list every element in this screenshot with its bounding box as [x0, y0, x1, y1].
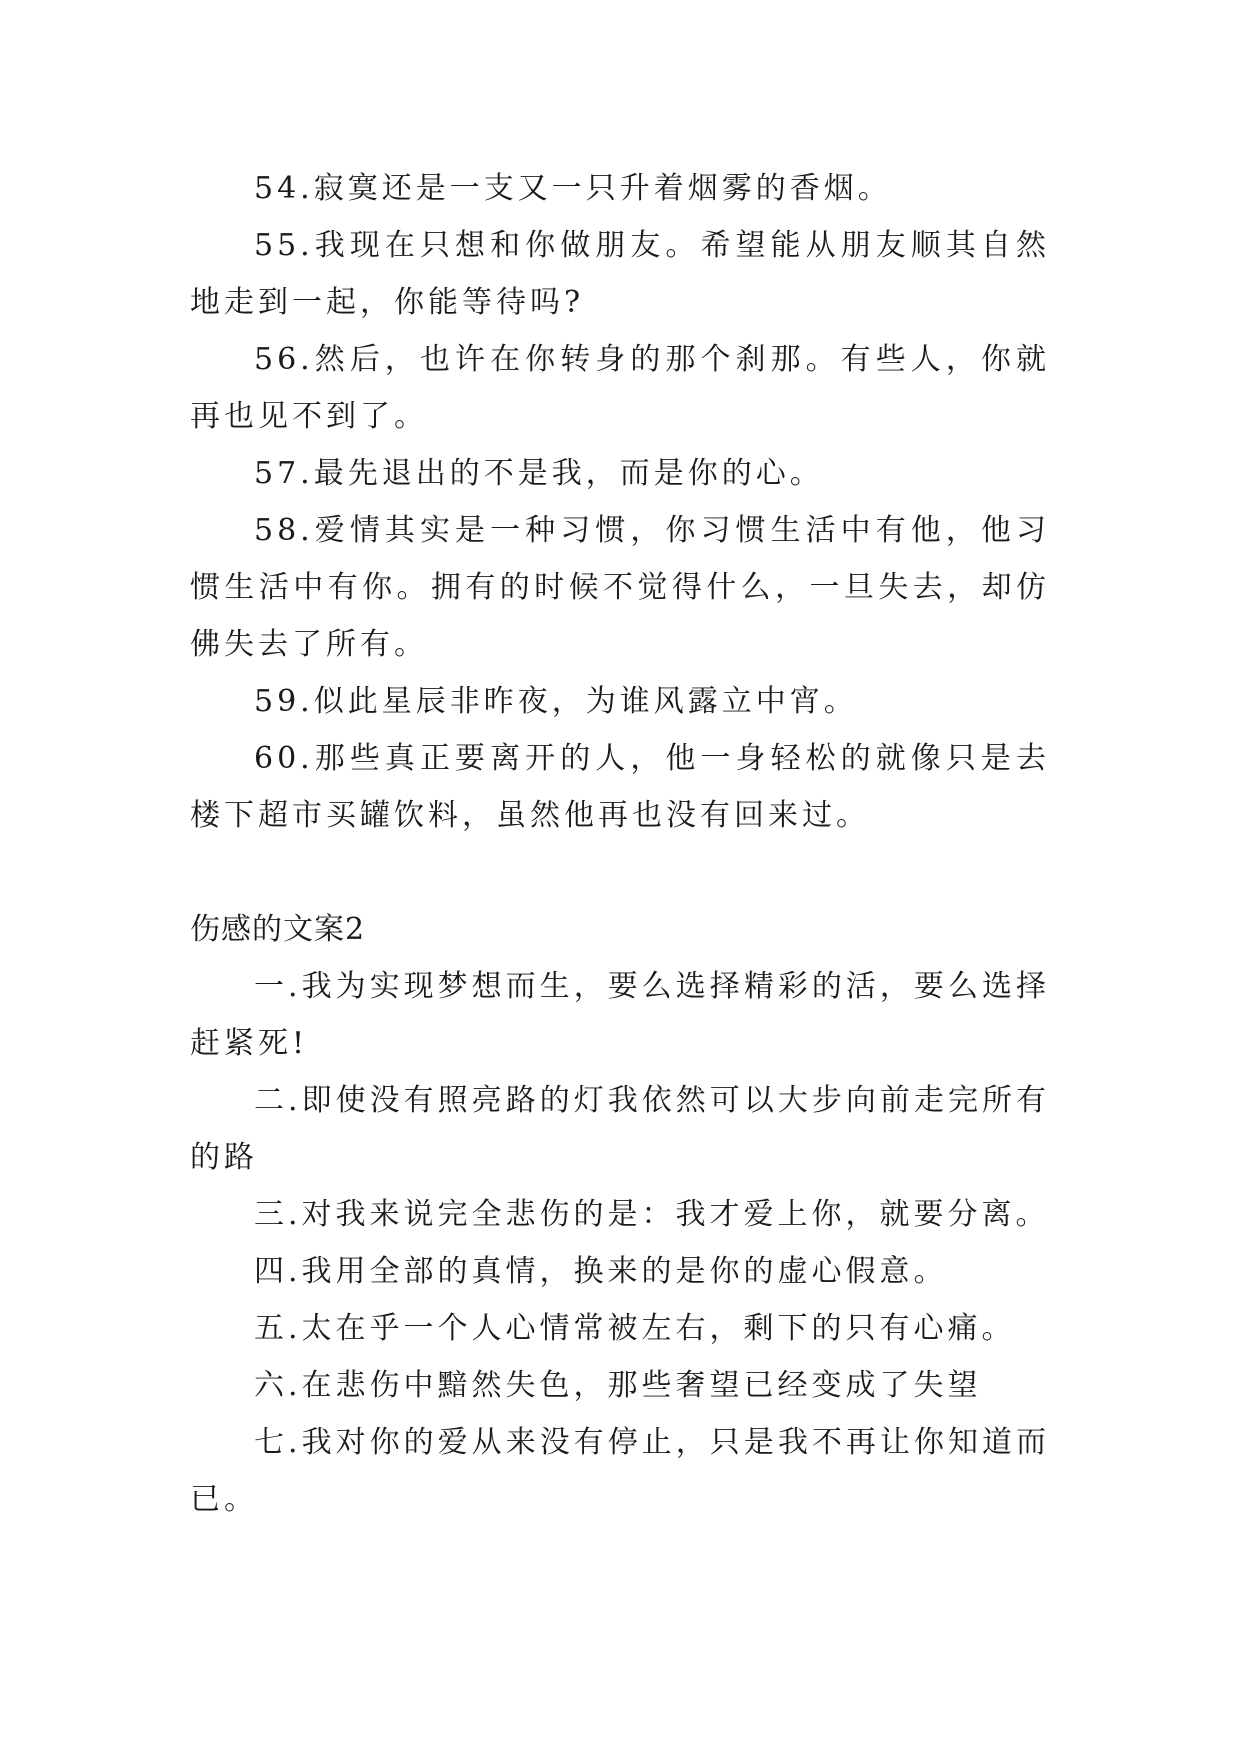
- paragraph-56: 56.然后，也许在你转身的那个刹那。有些人，你就再也见不到了。: [190, 342, 1050, 434]
- paragraph-4: 四.我用全部的真情，换来的是你的虚心假意。: [254, 1254, 948, 1289]
- paragraph-6: 六.在悲伤中黯然失色，那些奢望已经变成了失望: [254, 1368, 982, 1403]
- paragraph-55: 55.我现在只想和你做朋友。希望能从朋友顺其自然地走到一起，你能等待吗?: [190, 228, 1050, 320]
- paragraph-5: 五.太在乎一个人心情常被左右，剩下的只有心痛。: [254, 1311, 1016, 1346]
- document-body: [190, 160, 1050, 1528]
- paragraph-58: 58.爱情其实是一种习惯，你习惯生活中有他，他习惯生活中有你。拥有的时候不觉得什么，一旦失去，却仿佛失去了所有。: [190, 513, 1050, 662]
- paragraph-57: 57.最先退出的不是我，而是你的心。: [254, 456, 824, 491]
- paragraph-2: 二.即使没有照亮路的灯我依然可以大步向前走完所有的路: [190, 1083, 1050, 1175]
- paragraph-3: 三.对我来说完全悲伤的是：我才爱上你，就要分离。: [254, 1197, 1050, 1232]
- paragraph-60: 60.那些真正要离开的人，他一身轻松的就像只是去楼下超市买罐饮料，虽然他再也没有回来过。: [190, 741, 1050, 833]
- paragraph-54: 54.寂寞还是一支又一只升着烟雾的香烟。: [254, 171, 892, 206]
- paragraph-1: 一.我为实现梦想而生，要么选择精彩的活，要么选择赶紧死!: [190, 969, 1050, 1061]
- paragraph-7: 七.我对你的爱从来没有停止，只是我不再让你知道而已。: [190, 1425, 1050, 1517]
- section-gap: [190, 844, 1050, 901]
- section-heading: 伤感的文案2: [190, 912, 366, 947]
- paragraph-59: 59.似此星辰非昨夜，为谁风露立中宵。: [254, 684, 858, 719]
